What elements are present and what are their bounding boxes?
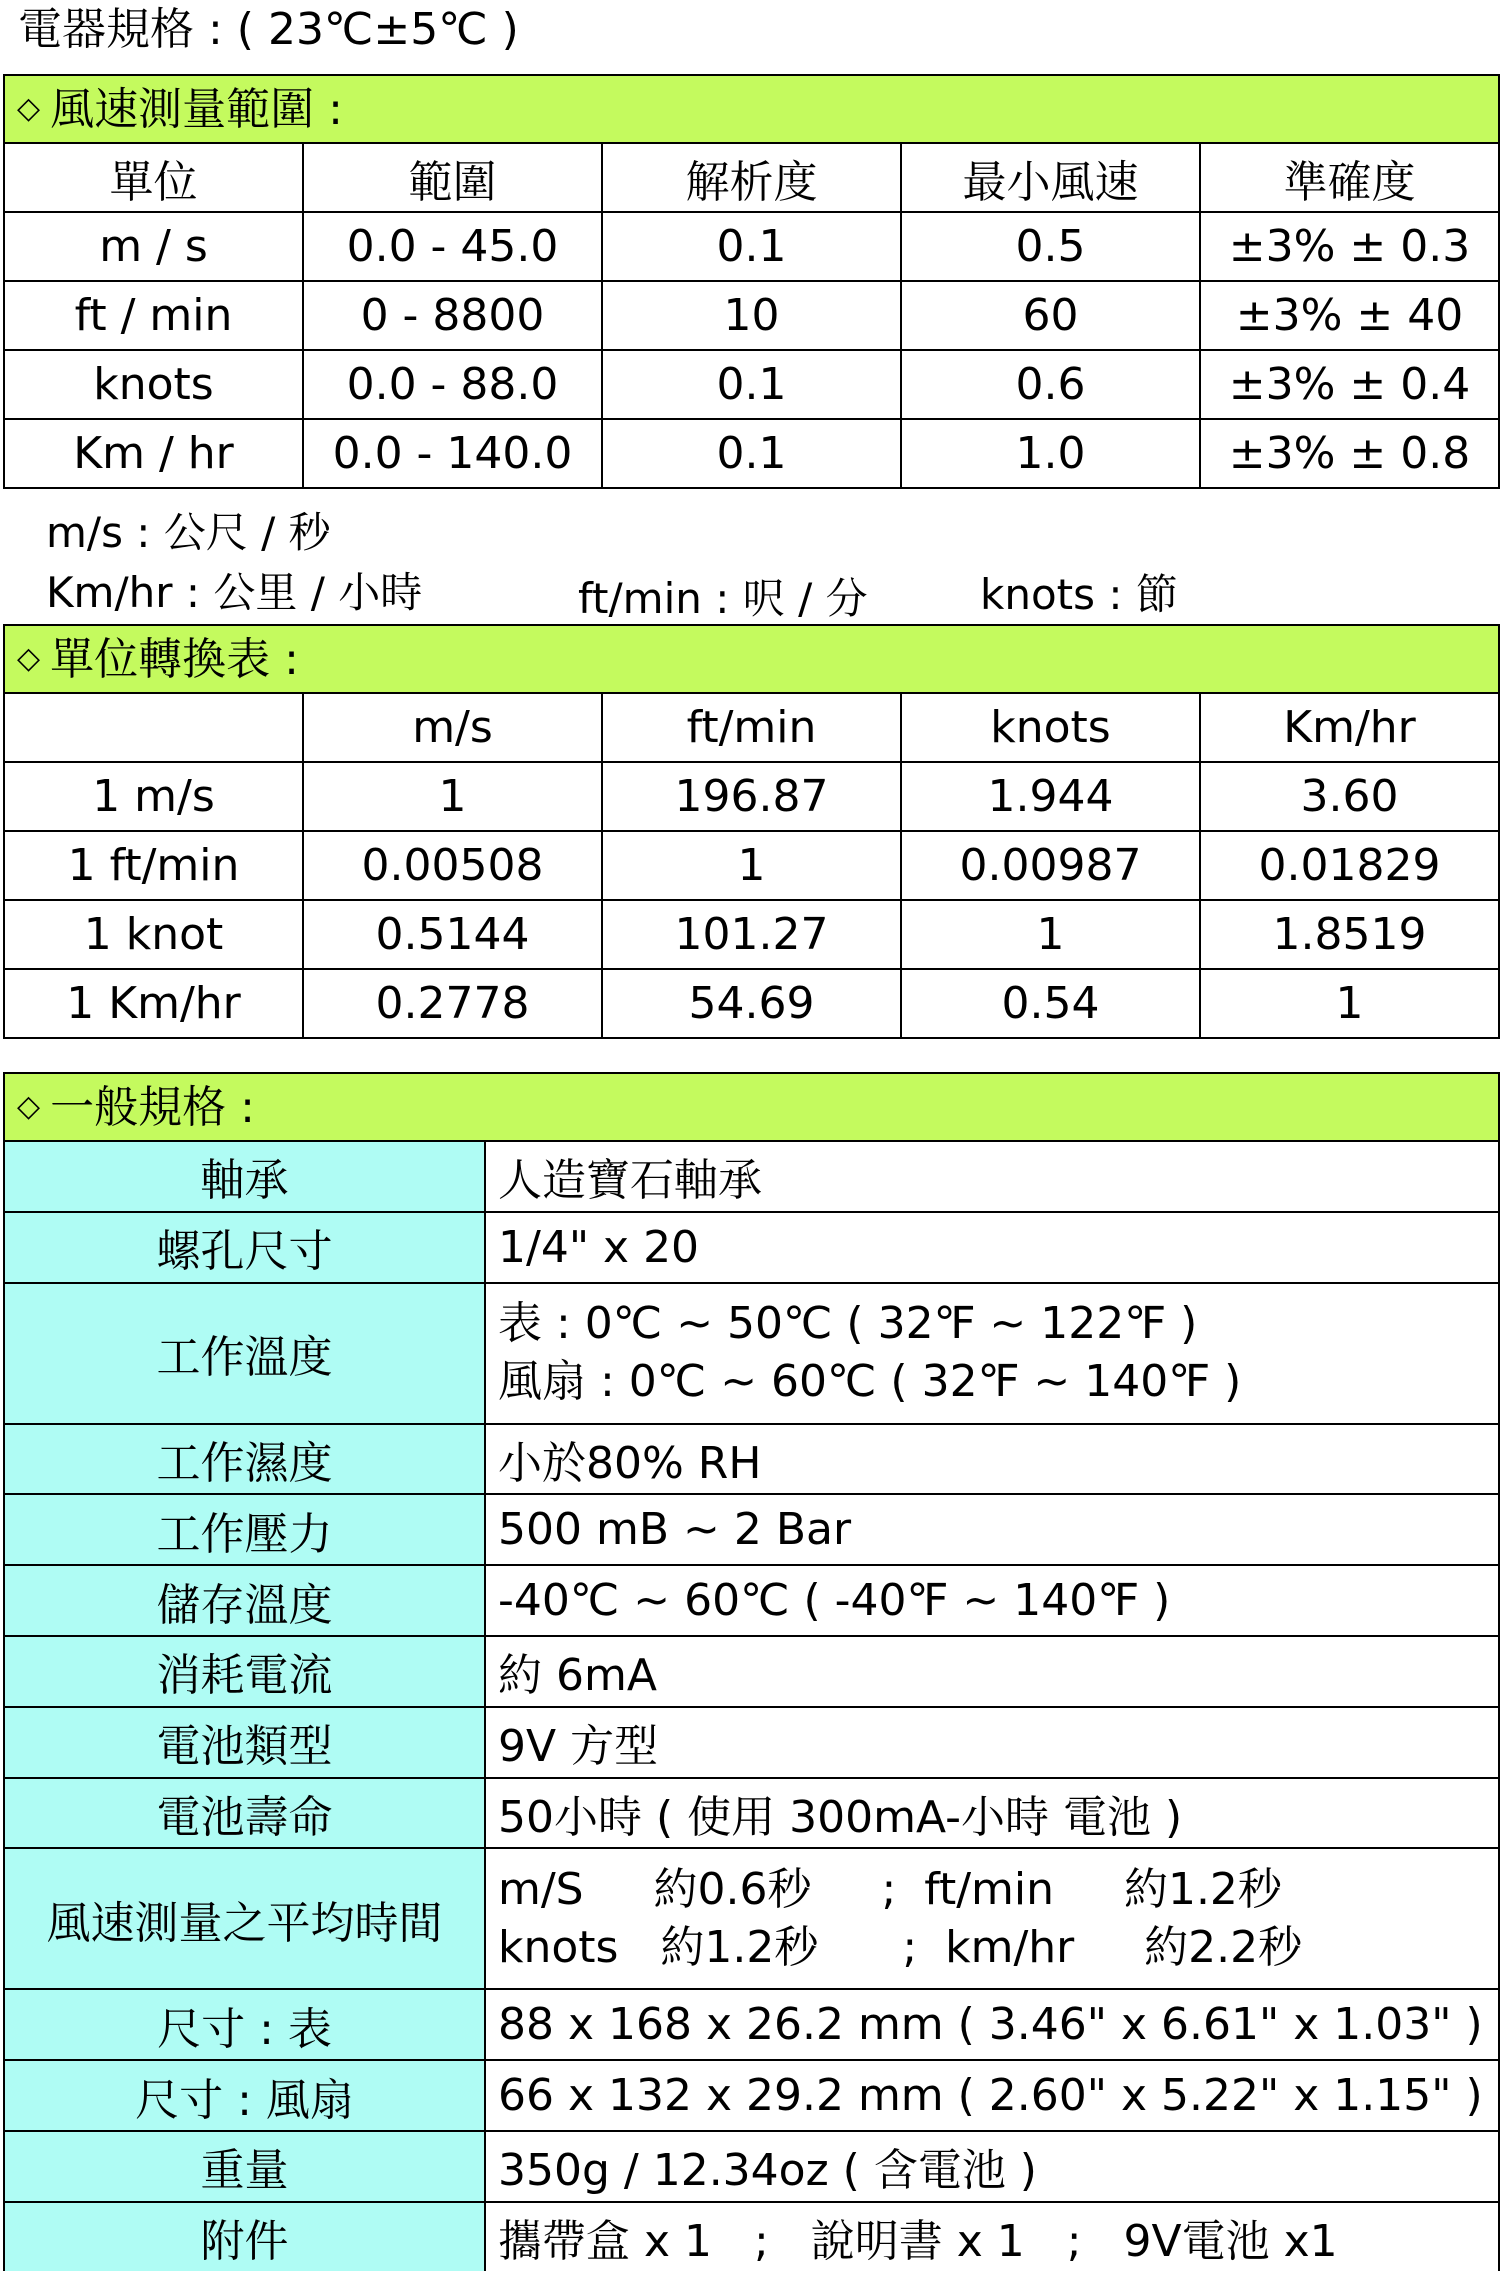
header-cell: Km/hr (1200, 693, 1499, 762)
table-row (4, 419, 1499, 488)
table-cell: 1 (1200, 969, 1499, 1038)
table-cell: 1 knot (4, 900, 303, 969)
general-specs-table (3, 1140, 1500, 2271)
spec-value-line: knots 約1.2秒 ; km/hr 約2.2秒 (498, 1921, 1303, 1973)
note-ms: m/s : 公尺 / 秒 (46, 508, 331, 557)
table-cell: ±3% ± 0.3 (1200, 212, 1499, 281)
diamond-icon: ◇ (17, 641, 41, 676)
wind-range-table (3, 142, 1500, 489)
spec-row-operating-temp (4, 1283, 1499, 1424)
table-cell: 0.5 (901, 212, 1200, 281)
spec-value: 1/4" x 20 (485, 1212, 1499, 1283)
table-row (4, 212, 1499, 281)
header-cell: m/s (303, 693, 602, 762)
spec-row-humidity (4, 1424, 1499, 1495)
spec-label: 工作壓力 (4, 1494, 485, 1565)
spec-value: 88 x 168 x 26.2 mm ( 3.46" x 6.61" x 1.03" ) (485, 1989, 1499, 2060)
table-cell: 0.1 (602, 350, 901, 419)
spec-value: 350g / 12.34oz ( 含電池 ) (485, 2131, 1499, 2202)
table-cell: 0.1 (602, 212, 901, 281)
spec-label: 工作溫度 (4, 1283, 485, 1424)
spec-label: 工作濕度 (4, 1424, 485, 1495)
table-cell: 0 - 8800 (303, 281, 602, 350)
spec-value: 500 mB ~ 2 Bar (485, 1494, 1499, 1565)
table-cell: 60 (901, 281, 1200, 350)
header-cell: 最小風速 (901, 143, 1200, 212)
table-row (4, 350, 1499, 419)
table-cell: 1 (303, 762, 602, 831)
conversion-heading-text: 單位轉換表 : (50, 634, 299, 685)
header-cell: 準確度 (1200, 143, 1499, 212)
spec-value: 約 6mA (485, 1636, 1499, 1707)
table-cell: 0.01829 (1200, 831, 1499, 900)
spec-value: 小於80% RH (485, 1424, 1499, 1495)
table-cell: 54.69 (602, 969, 901, 1038)
spec-row-pressure (4, 1494, 1499, 1565)
table-cell: 1 Km/hr (4, 969, 303, 1038)
table-row (4, 281, 1499, 350)
spec-label: 軸承 (4, 1141, 485, 1212)
conversion-heading (3, 624, 1500, 694)
spec-label: 螺孔尺寸 (4, 1212, 485, 1283)
spec-label: 尺寸 : 表 (4, 1989, 485, 2060)
conversion-table (3, 692, 1500, 1039)
table-cell: 0.54 (901, 969, 1200, 1038)
spec-row-averaging-time (4, 1848, 1499, 1989)
spec-label: 電池類型 (4, 1707, 485, 1778)
spec-row-battery-type (4, 1707, 1499, 1778)
table-cell: 0.1 (602, 419, 901, 488)
spec-value-line: 表 : 0℃ ~ 50℃ ( 32℉ ~ 122℉ ) (498, 1298, 1198, 1350)
table-cell: 101.27 (602, 900, 901, 969)
spec-value: -40℃ ~ 60℃ ( -40℉ ~ 140℉ ) (485, 1565, 1499, 1636)
spec-row-size-fan (4, 2060, 1499, 2131)
header-cell: 單位 (4, 143, 303, 212)
table-row (4, 969, 1499, 1038)
header-cell: knots (901, 693, 1200, 762)
table-cell: 1.8519 (1200, 900, 1499, 969)
spec-row-bearing (4, 1141, 1499, 1212)
table-cell: ft / min (4, 281, 303, 350)
table-cell: ±3% ± 40 (1200, 281, 1499, 350)
table-row (4, 762, 1499, 831)
spec-value: 攜帶盒 x 1 ; 說明書 x 1 ; 9V電池 x1 (485, 2202, 1499, 2271)
spec-value: 66 x 132 x 29.2 mm ( 2.60" x 5.22" x 1.15" ) (485, 2060, 1499, 2131)
spec-row-current (4, 1636, 1499, 1707)
note-knots: knots : 節 (980, 570, 1178, 619)
header-cell (4, 693, 303, 762)
spec-row-size-meter (4, 1989, 1499, 2060)
spec-row-storage-temp (4, 1565, 1499, 1636)
table-cell: 0.2778 (303, 969, 602, 1038)
spec-value (485, 1848, 1499, 1989)
table-cell: 1 m/s (4, 762, 303, 831)
note-kmhr: Km/hr : 公里 / 小時 (46, 568, 423, 617)
header-cell: ft/min (602, 693, 901, 762)
spec-label: 附件 (4, 2202, 485, 2271)
spec-value: 9V 方型 (485, 1707, 1499, 1778)
page-title: 電器規格 : ( 23℃±5℃ ) (18, 4, 519, 55)
table-cell: 1 ft/min (4, 831, 303, 900)
table-cell: Km / hr (4, 419, 303, 488)
table-cell: knots (4, 350, 303, 419)
spec-row-accessories (4, 2202, 1499, 2271)
table-cell: 1 (901, 900, 1200, 969)
table-cell: 1.0 (901, 419, 1200, 488)
spec-value: 人造寶石軸承 (485, 1141, 1499, 1212)
table-cell: 0.00987 (901, 831, 1200, 900)
spec-label: 消耗電流 (4, 1636, 485, 1707)
spec-label: 尺寸 : 風扇 (4, 2060, 485, 2131)
header-cell: 範圍 (303, 143, 602, 212)
general-heading-text: 一般規格 : (50, 1082, 255, 1133)
spec-row-thread (4, 1212, 1499, 1283)
table-cell: ±3% ± 0.4 (1200, 350, 1499, 419)
table-cell: 0.0 - 88.0 (303, 350, 602, 419)
table-cell: 3.60 (1200, 762, 1499, 831)
header-cell: 解析度 (602, 143, 901, 212)
wind-range-heading (3, 74, 1500, 144)
table-header-row (4, 693, 1499, 762)
spec-value-line: 風扇 : 0℃ ~ 60℃ ( 32℉ ~ 140℉ ) (498, 1356, 1242, 1408)
table-cell: 0.00508 (303, 831, 602, 900)
spec-label: 電池壽命 (4, 1778, 485, 1849)
table-cell: 0.0 - 45.0 (303, 212, 602, 281)
spec-label: 重量 (4, 2131, 485, 2202)
table-cell: 0.5144 (303, 900, 602, 969)
table-cell: 1.944 (901, 762, 1200, 831)
spec-value-line: m/S 約0.6秒 ; ft/min 約1.2秒 (498, 1863, 1282, 1915)
table-row (4, 831, 1499, 900)
spec-value: 50小時 ( 使用 300mA-小時 電池 ) (485, 1778, 1499, 1849)
table-cell: 0.0 - 140.0 (303, 419, 602, 488)
general-heading (3, 1072, 1500, 1142)
table-cell: 0.6 (901, 350, 1200, 419)
spec-row-battery-life (4, 1778, 1499, 1849)
table-cell: 196.87 (602, 762, 901, 831)
table-cell: 1 (602, 831, 901, 900)
table-cell: 10 (602, 281, 901, 350)
diamond-icon: ◇ (17, 91, 41, 126)
spec-label: 風速測量之平均時間 (4, 1848, 485, 1989)
table-row (4, 900, 1499, 969)
spec-label: 儲存溫度 (4, 1565, 485, 1636)
diamond-icon: ◇ (17, 1089, 41, 1124)
note-ftmin: ft/min : 呎 / 分 (578, 574, 868, 623)
table-cell: ±3% ± 0.8 (1200, 419, 1499, 488)
table-cell: m / s (4, 212, 303, 281)
spec-row-weight (4, 2131, 1499, 2202)
table-header-row (4, 143, 1499, 212)
wind-range-heading-text: 風速測量範圍 : (50, 84, 343, 135)
spec-value (485, 1283, 1499, 1424)
